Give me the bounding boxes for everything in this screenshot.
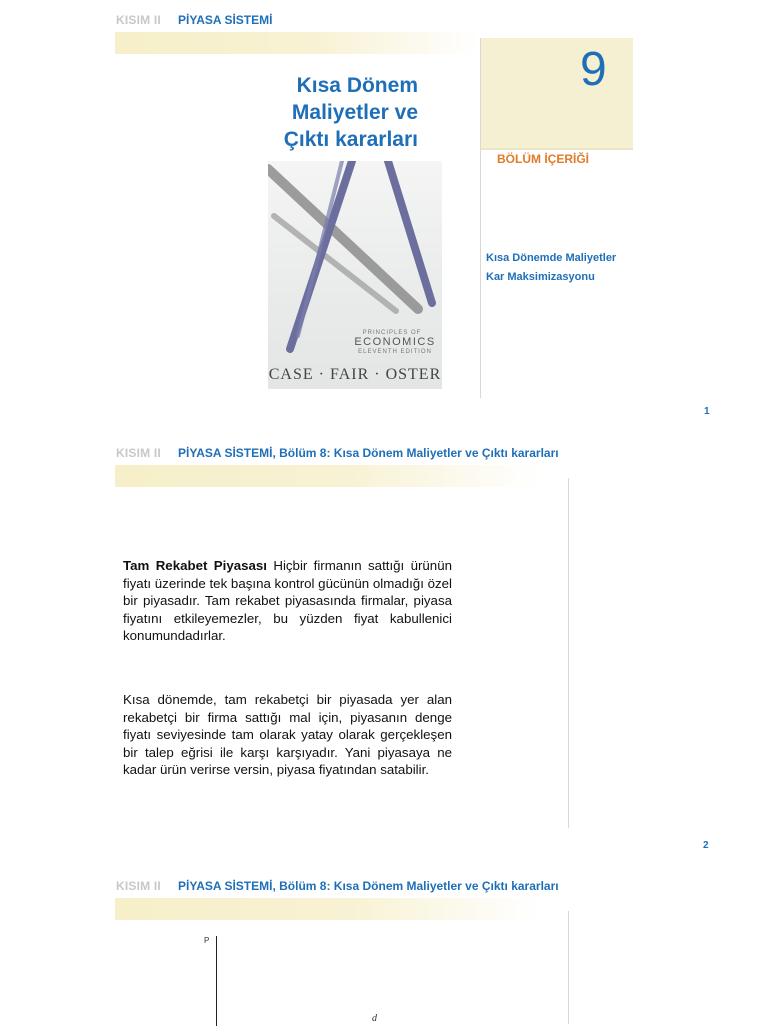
page-number-1: 1 <box>704 406 710 417</box>
slide2-part-title: PİYASA SİSTEMİ, Bölüm 8: Kısa Dönem Maliyetler ve Çıktı kararları <box>178 446 559 460</box>
slide3-divider <box>568 911 569 1024</box>
book-title-line-1: Kısa Dönem <box>296 74 418 97</box>
chapter-box-underline <box>481 148 633 150</box>
book-title <box>230 72 418 153</box>
graph-y-axis <box>216 936 217 1026</box>
toc-item-costs[interactable]: Kısa Dönemde Maliyetler <box>486 252 617 264</box>
slide1-part-label: KISIM II <box>116 13 161 27</box>
chapter-number: 9 <box>580 43 607 96</box>
toc-item-profit[interactable]: Kar Maksimizasyonu <box>486 271 595 283</box>
slide2-divider <box>568 478 569 828</box>
slide2-header-bar <box>115 465 540 487</box>
book-cover <box>268 161 442 389</box>
slide3-part-label: KISIM II <box>116 879 161 893</box>
slide3-header-bar <box>115 898 540 920</box>
cover-economics-text: ECONOMICS <box>354 336 436 348</box>
slide2-part-label: KISIM II <box>116 446 161 460</box>
cover-principles-text: PRINCIPLES OF <box>362 330 422 336</box>
paragraph1-body: Hiçbir firmanın sattığı ürünün fiyatı üzerinde tek başına kontrol gücünün olmadığı özel bir piyasadır. Tam rekabet piyasasında firmalar, piyasa fiyatını etkileyemezler, bu yüzden fiyat kabullenici konumundadırlar. <box>123 558 452 643</box>
slide1-divider <box>480 38 481 398</box>
paragraph-short-run: Kısa dönemde, tam rekabetçi bir piyasada yer alan rekabetçi bir firma sattığı mal için, piyasanın denge fiyatı seviyesinde tam olarak yatay olarak gerçekleşen bir talep eğrisi ile karşı karşıyadır. Yani piyasaya ne kadar ürün verirse versin, piyasa fiyatından satabilir. <box>123 692 452 777</box>
contents-heading: BÖLÜM İÇERİĞİ <box>497 152 589 166</box>
paragraph-perfect-competition <box>123 557 452 645</box>
slide1-part-title: PİYASA SİSTEMİ <box>178 13 273 27</box>
book-title-line-3: Çıktı kararları <box>283 128 418 151</box>
book-title-line-2: Maliyetler ve <box>291 101 418 124</box>
cover-edition-text: ELEVENTH EDITION <box>358 349 432 355</box>
chapter-box <box>481 38 633 148</box>
graph-curve-label-d: d <box>372 1013 377 1024</box>
page-number-2: 2 <box>703 840 709 851</box>
contents-list <box>486 249 616 287</box>
cover-authors: CASE · FAIR · OSTER <box>268 366 442 383</box>
graph-axis-label-p: P <box>204 936 210 945</box>
slide3-part-title: PİYASA SİSTEMİ, Bölüm 8: Kısa Dönem Maliyetler ve Çıktı kararları <box>178 879 559 893</box>
slide1-header-bar <box>115 32 481 54</box>
term-perfect-competition: Tam Rekabet Piyasası <box>123 558 267 573</box>
